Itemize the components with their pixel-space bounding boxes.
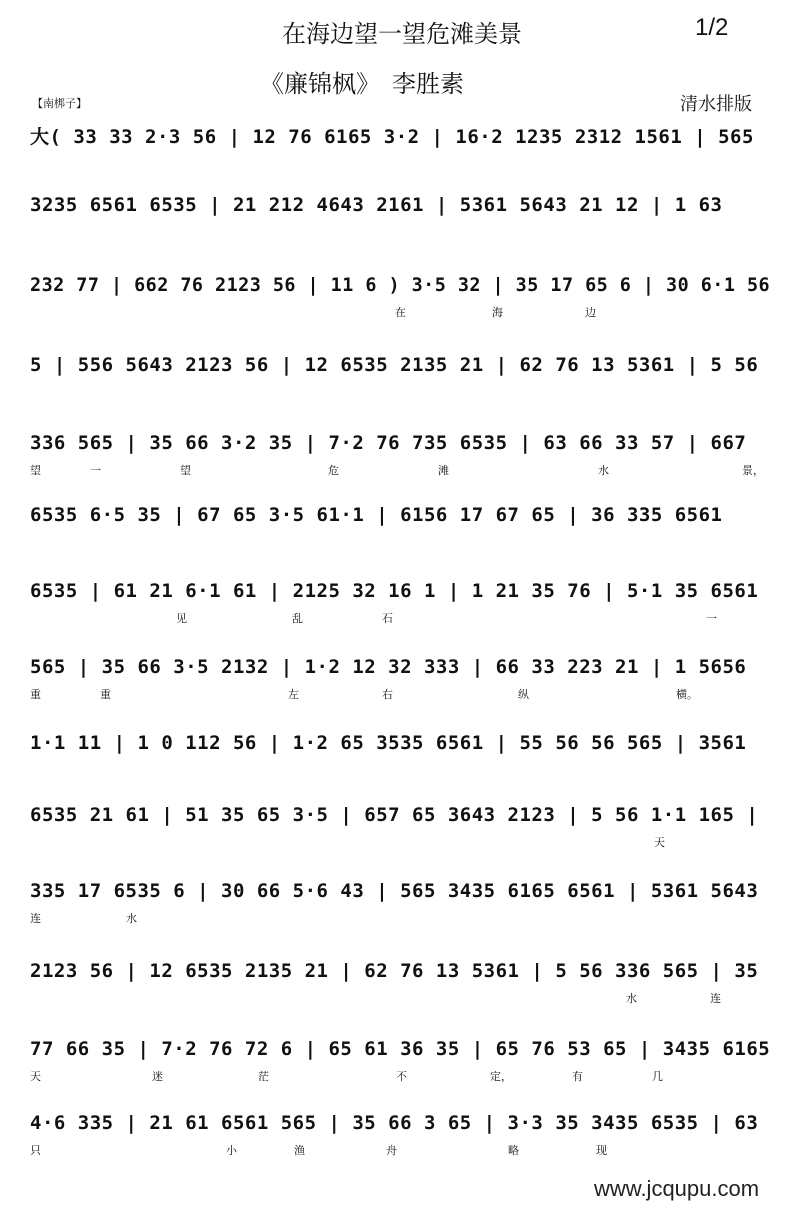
jianpu-notes: 4·6 335 | 21 61 6561 565 | 35 66 3 65 | 3·3 35 3435 6535 | 63 [30,1112,759,1134]
jianpu-notes: 2123 56 | 12 6535 2135 21 | 62 76 13 5361 | 5 56 336 565 | 35 [30,960,759,982]
lyric-syllable: 小 [226,1144,237,1157]
lyric-syllable: 见 [176,612,187,625]
lyric-syllable: 在 [395,306,406,319]
lyric-syllable: 滩 [438,464,449,477]
notation-line [30,800,770,849]
lyric-syllable: 水 [126,912,137,925]
notation-line [30,350,770,390]
lyric-syllable: 水 [598,464,609,477]
jianpu-notes: 6535 6·5 35 | 67 65 3·5 61·1 | 6156 17 67 65 | 36 335 6561 [30,504,723,526]
lyric-row [30,762,770,780]
notation-line [30,1108,770,1157]
lyric-syllable: 重 [100,688,111,701]
lyric-row [30,384,770,402]
jianpu-notes: 6535 | 61 21 6·1 61 | 2125 32 16 1 | 1 21 35 76 | 5·1 35 6561 [30,580,759,602]
lyric-row [30,910,770,928]
jianpu-notes: 3235 6561 6535 | 21 212 4643 2161 | 5361 5643 21 12 | 1 63 [30,194,723,216]
lyric-row [30,990,770,1008]
notation-line [30,876,770,925]
lyric-syllable: 水 [626,992,637,1005]
lyric-syllable: 乱 [292,612,303,625]
notation-line [30,428,770,477]
lyric-row [30,152,770,170]
lyric-syllable: 只 [30,1144,41,1157]
lyric-syllable: 几 [652,1070,663,1083]
lyric-syllable: 定， [490,1070,512,1083]
notation-line [30,270,771,319]
lyric-row [30,304,770,322]
lyric-syllable: 略 [508,1144,519,1157]
jianpu-notes: 335 17 6535 6 | 30 66 5·6 43 | 565 3435 6165 6561 | 5361 5643 [30,880,759,902]
notation-line [30,576,770,625]
lyric-syllable: 连 [710,992,721,1005]
lyric-syllable: 不 [396,1070,407,1083]
notation-line [30,190,770,230]
jianpu-notes: 5 | 556 5643 2123 56 | 12 6535 2135 21 | 62 76 13 5361 | 5 56 [30,354,759,376]
jianpu-notes: 大( 33 33 2·3 56 | 12 76 6165 3·2 | 16·2 1235 2312 1561 | 565 [30,126,754,148]
notation-line [30,728,770,768]
lyric-syllable: 望 [180,464,191,477]
lyric-row [30,224,770,242]
jianpu-notes: 6535 21 61 | 51 35 65 3·5 | 657 65 3643 2123 | 5 56 1·1 165 | [30,804,759,826]
lyric-syllable: 边 [585,306,596,319]
lyric-syllable: 望 [30,464,41,477]
lyric-row [30,1142,770,1160]
jianpu-notes: 77 66 35 | 7·2 76 72 6 | 65 61 36 35 | 65 76 53 65 | 3435 6165 [30,1038,771,1060]
lyric-syllable: 天 [30,1070,41,1083]
lyric-syllable: 石 [382,612,393,625]
tune-tag: 【南梆子】 [32,97,87,110]
typesetter-credit: 清水排版 [680,94,752,115]
score-subtitle: 《廉锦枫》 李胜素 [260,70,464,98]
lyric-row [30,834,770,852]
lyric-syllable: 海 [492,306,503,319]
lyric-syllable: 危 [328,464,339,477]
lyric-syllable: 景， [742,464,764,477]
score-title: 在海边望一望危滩美景 [282,20,522,48]
lyric-syllable: 横。 [676,688,698,701]
lyric-row [30,610,770,628]
lyric-row [30,534,770,552]
notation-line [30,956,770,1005]
lyric-syllable: 连 [30,912,41,925]
notation-line [30,652,770,701]
lyric-row [30,462,770,480]
lyric-syllable: 有 [572,1070,583,1083]
lyric-syllable: 舟 [386,1144,397,1157]
jianpu-notes: 232 77 | 662 76 2123 56 | 11 6 ) 3·5 32 | 35 17 65 6 | 30 6·1 56 [30,274,771,296]
lyric-syllable: 茫 [258,1070,269,1083]
lyric-syllable: 重 [30,688,41,701]
site-watermark: www.jcqupu.com [594,1176,760,1201]
lyric-syllable: 一 [90,464,101,477]
lyric-syllable: 一 [706,612,717,625]
lyric-syllable: 右 [382,688,393,701]
jianpu-notes: 1·1 11 | 1 0 112 56 | 1·2 65 3535 6561 | 55 56 56 565 | 3561 [30,732,747,754]
lyric-row [30,686,770,704]
jianpu-notes: 565 | 35 66 3·5 2132 | 1·2 12 32 333 | 66 33 223 21 | 1 5656 [30,656,747,678]
lyric-syllable: 渔 [294,1144,305,1157]
lyric-row [30,1068,770,1086]
jianpu-notes: 336 565 | 35 66 3·2 35 | 7·2 76 735 6535 | 63 66 33 57 | 667 [30,432,747,454]
lyric-syllable: 左 [288,688,299,701]
notation-line [30,500,770,540]
notation-line [30,118,770,158]
lyric-syllable: 迷 [152,1070,163,1083]
notation-line [30,1034,771,1083]
lyric-syllable: 天 [654,836,665,849]
lyric-syllable: 现 [596,1144,607,1157]
lyric-syllable: 纵 [518,688,529,701]
page-number: 1/2 [695,14,729,41]
